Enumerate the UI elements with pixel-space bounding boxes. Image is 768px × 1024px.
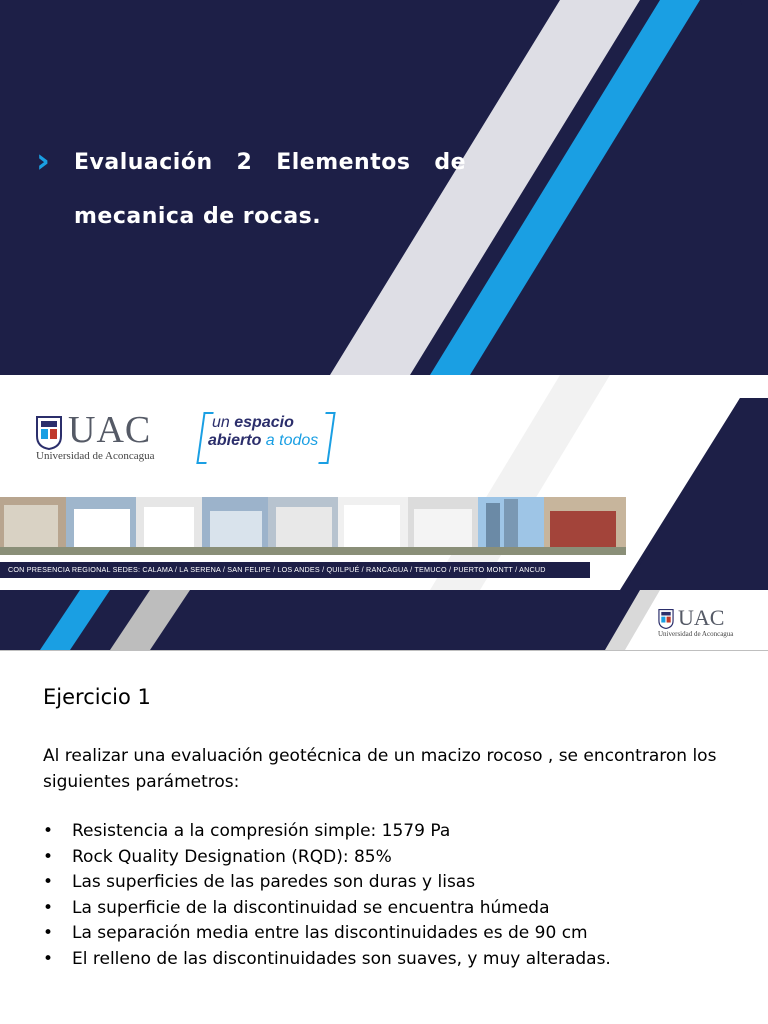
slogan-a-todos: a todos bbox=[265, 432, 319, 449]
chevron-icon: › bbox=[36, 141, 51, 181]
list-item: • Resistencia a la compresión simple: 1579 Pa bbox=[43, 819, 743, 845]
regional-presence-text: CON PRESENCIA REGIONAL SEDES: CALAMA / LA SERENA / SAN FELIPE / LOS ANDES / QUILPUÉ / RANCAGUA / TEMUCO / PUERTO MONTT / ANCUD bbox=[8, 565, 546, 574]
list-item: • Rock Quality Designation (RQD): 85% bbox=[43, 845, 743, 871]
uac-subtitle: Universidad de Aconcagua bbox=[36, 450, 155, 462]
exercise-slide bbox=[0, 657, 768, 1024]
slide-divider bbox=[0, 650, 768, 657]
crest-icon bbox=[658, 609, 674, 629]
slogan-un: un bbox=[212, 414, 230, 431]
crest-icon bbox=[36, 416, 62, 450]
list-item: • El relleno de las discontinuidades son suaves, y muy alteradas. bbox=[43, 947, 743, 973]
campus-photo-strip bbox=[0, 497, 626, 555]
regional-presence-bar bbox=[0, 562, 590, 578]
uac-letters: UAC bbox=[68, 409, 152, 451]
parameter-list bbox=[43, 819, 743, 973]
list-item: • La superficie de la discontinuidad se encuentra húmeda bbox=[43, 896, 743, 922]
uac-corner-logo bbox=[658, 606, 748, 642]
cover-title: Evaluación 2 Elementos de mecanica de rocas. bbox=[74, 150, 466, 229]
uac-logo bbox=[36, 409, 176, 468]
exercise-intro: Al realizar una evaluación geotécnica de un macizo rocoso , se encontraron los siguientes parámetros: bbox=[43, 746, 717, 792]
list-item: • La separación media entre las discontinuidades es de 90 cm bbox=[43, 921, 743, 947]
exercise-title: Ejercicio 1 bbox=[43, 685, 151, 709]
corner-uac-subtitle: Universidad de Aconcagua bbox=[658, 630, 734, 638]
corner-uac-letters: UAC bbox=[678, 605, 725, 630]
slogan-abierto: abierto bbox=[208, 432, 262, 449]
slogan-espacio: espacio bbox=[234, 414, 294, 431]
slogan-logo bbox=[200, 412, 332, 466]
list-item: • Las superficies de las paredes son duras y lisas bbox=[43, 870, 743, 896]
